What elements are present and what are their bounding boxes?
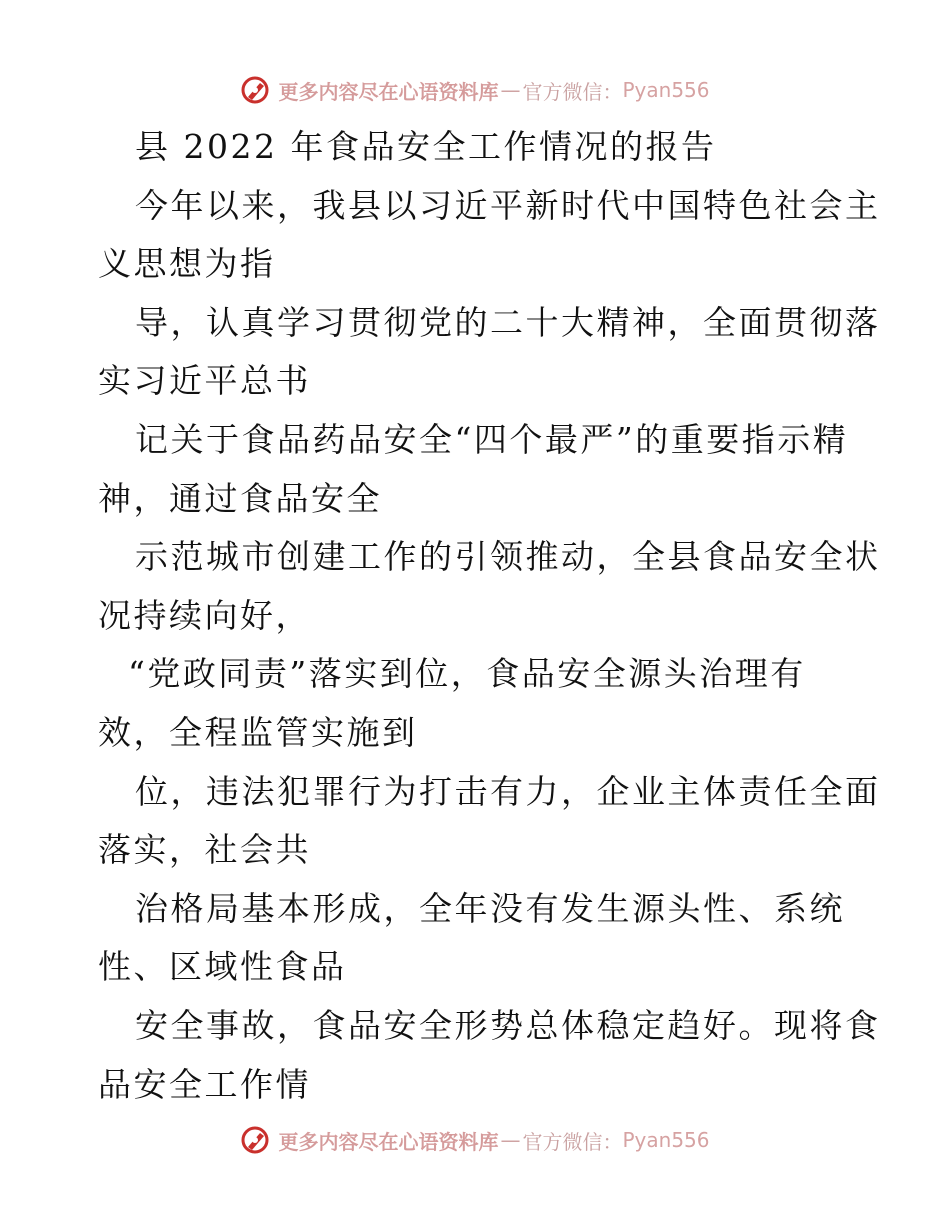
- document-body: [98, 118, 881, 1114]
- footer-watermark-banner: [0, 1120, 950, 1160]
- banner-wechat-label: 官方微信：: [522, 1129, 623, 1154]
- paragraph-line: 品安全工作情: [98, 1064, 311, 1104]
- paragraph-line: 记关于食品药品安全“四个最严”的重要指示精: [135, 419, 849, 459]
- banner-main-text: 更多内容尽在心语资料库: [278, 79, 499, 104]
- paragraph-line: 示范城市创建工作的引领推动，全县食品安全状: [135, 537, 881, 577]
- banner-wechat-id: Pyan556: [622, 1128, 710, 1152]
- paragraph-line: 况持续向好，: [98, 595, 311, 635]
- pen-logo-icon: [240, 75, 270, 105]
- paragraph-line: “党政同责”落实到位，食品安全源头治理有: [128, 654, 806, 694]
- banner-main-text: 更多内容尽在心语资料库: [278, 1129, 499, 1154]
- banner-wechat-label: 官方微信：: [522, 79, 623, 104]
- paragraph-line: 神，通过食品安全: [98, 478, 382, 518]
- header-watermark-banner: [0, 70, 950, 110]
- paragraph-line: 效，全程监管实施到: [98, 712, 418, 752]
- paragraph-line: 落实，社会共: [98, 830, 311, 870]
- paragraph-line: 治格局基本形成，全年没有发生源头性、系统: [135, 888, 845, 928]
- pen-logo-icon: [240, 1125, 270, 1155]
- banner-dash: —: [500, 78, 521, 102]
- paragraph-line: 实习近平总书: [98, 361, 311, 401]
- paragraph-line: 今年以来，我县以习近平新时代中国特色社会主: [135, 185, 881, 225]
- paragraph-line: 导，认真学习贯彻党的二十大精神，全面贯彻落: [135, 302, 881, 342]
- banner-wechat-id: Pyan556: [622, 78, 710, 102]
- banner-dash: —: [500, 1128, 521, 1152]
- paragraph-line: 安全事故，食品安全形势总体稳定趋好。现将食: [135, 1005, 881, 1045]
- paragraph-line: 位，违法犯罪行为打击有力，企业主体责任全面: [135, 771, 881, 811]
- document-title: 县 2022 年食品安全工作情况的报告: [135, 127, 717, 166]
- paragraph-line: 义思想为指: [98, 244, 276, 284]
- paragraph-line: 性、区域性食品: [98, 947, 347, 987]
